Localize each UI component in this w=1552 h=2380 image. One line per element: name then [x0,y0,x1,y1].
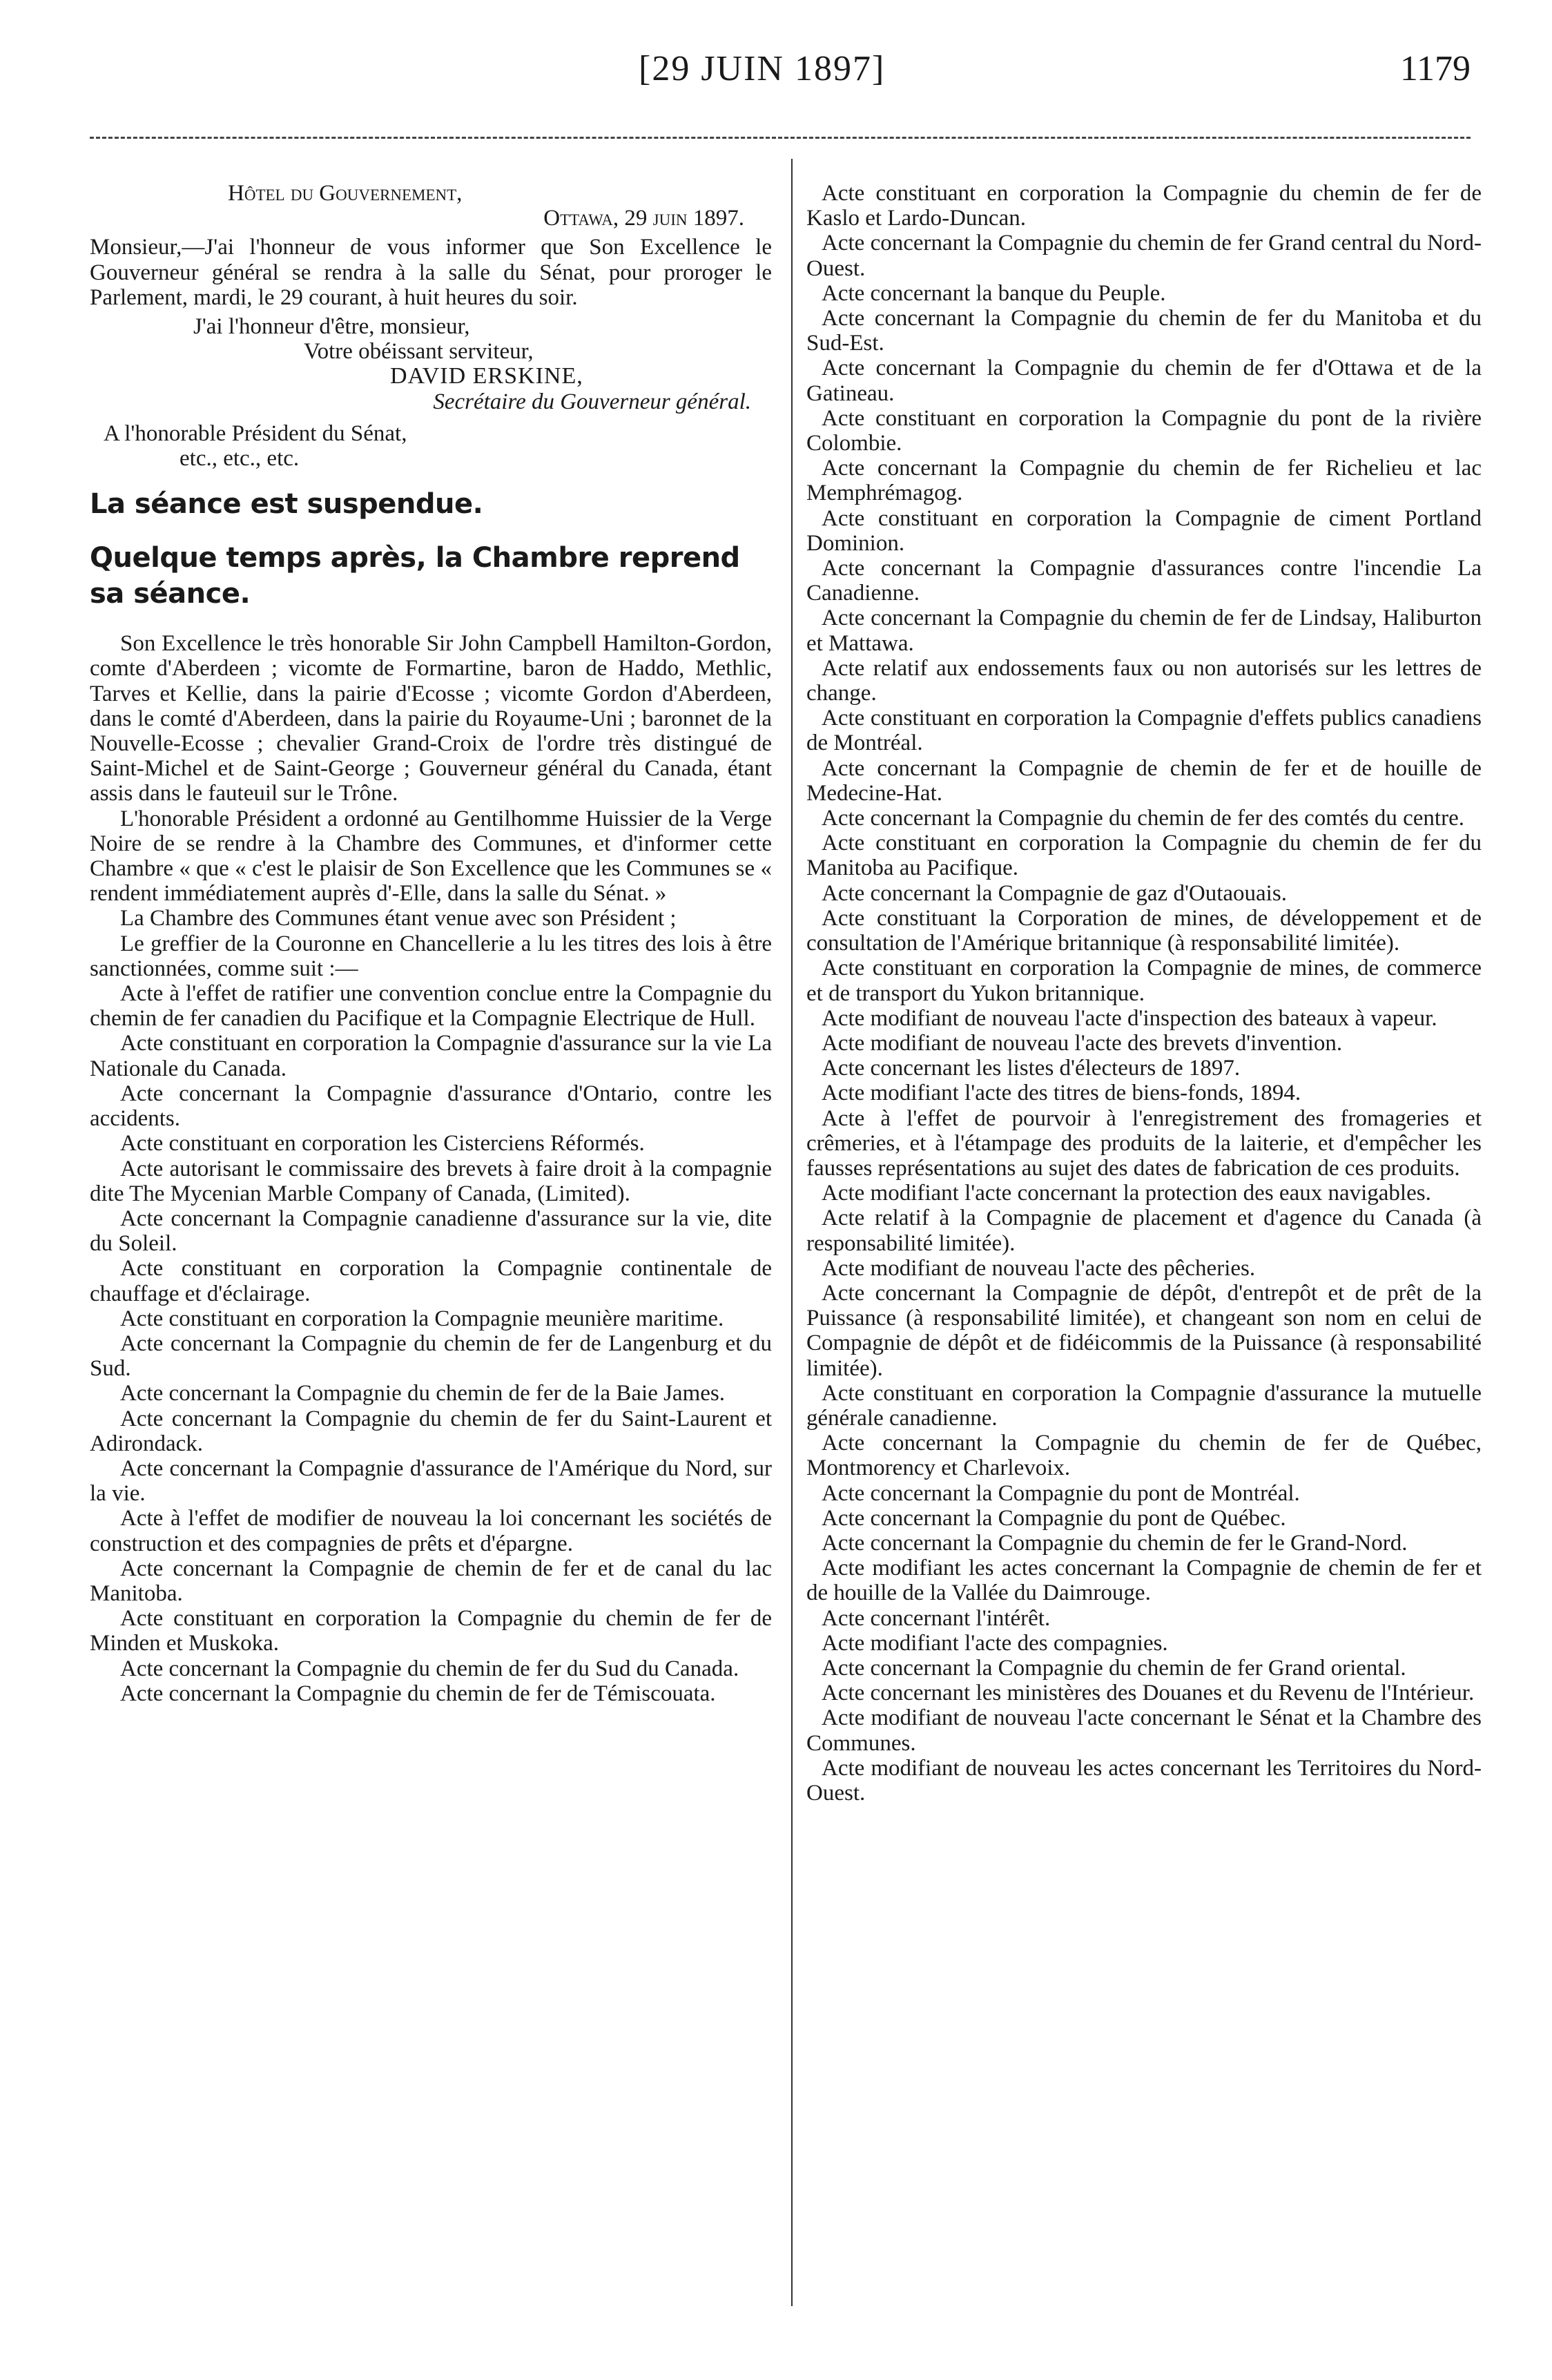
left-paragraphs [90,631,772,1706]
act-paragraph: Acte concernant la Compagnie de chemin de fer et de houille de Medecine-Hat. [806,755,1482,806]
act-paragraph: Acte modifiant l'acte des titres de biens-fonds, 1894. [822,1081,1301,1106]
page-number: 1179 [1399,49,1471,88]
act-paragraph: Acte à l'effet de ratifier une convention conclue entre la Compagnie du chemin de fer canadien du Pacifique et la Compagnie Electrique de Hull. [90,981,772,1032]
section-resumed: Quelque temps après, la Chambre reprend sa séance. [90,542,740,610]
page-header [0,48,1552,104]
act-paragraph: Acte modifiant de nouveau l'acte d'inspection des bateaux à vapeur. [822,1005,1437,1031]
letter-body: Monsieur,—J'ai l'honneur de vous informer que Son Excellence le Gouverneur général se rendra à la salle du Sénat, pour proroger le Parlement, mardi, le 29 courant, à huit heures du soir. [90,235,772,310]
act-paragraph: Acte concernant la Compagnie du chemin de fer d'Ottawa et de la Gatineau. [806,356,1482,406]
act-paragraph: Acte concernant les ministères des Douanes et du Revenu de l'Intérieur. [822,1681,1475,1706]
act-paragraph: Le greffier de la Couronne en Chancellerie a lu les titres des lois à être sanctionnées, comme suit :— [90,931,772,981]
act-paragraph: Acte modifiant l'acte concernant la protection des eaux navigables. [822,1181,1431,1206]
act-paragraph: Acte à l'effet de modifier de nouveau la loi concernant les sociétés de construction et des compagnies de prêts et d'épargne. [90,1506,772,1556]
letter-address: A l'honorable Président du Sénat, [104,420,407,446]
act-paragraph: Acte concernant la Compagnie d'assurance d'Ontario, contre les accidents. [90,1081,772,1132]
act-paragraph: Acte modifiant l'acte des compagnies. [822,1630,1168,1656]
column-divider [791,159,793,2306]
act-paragraph: Acte concernant l'intérêt. [822,1605,1051,1631]
act-paragraph: Acte constituant en corporation la Compagnie du chemin de fer de Minden et Muskoka. [90,1606,772,1656]
act-paragraph: Acte concernant la Compagnie du chemin de fer de Langenburg et du Sud. [90,1331,772,1382]
act-paragraph: Acte concernant la Compagnie du chemin de fer des comtés du centre. [822,806,1464,831]
act-paragraph: Acte concernant la Compagnie du chemin de fer du Manitoba et du Sud-Est. [806,306,1482,356]
act-paragraph: Acte concernant la Compagnie du chemin de fer Grand oriental. [822,1655,1406,1681]
letter [90,181,772,471]
act-paragraph: Acte constituant en corporation la Compagnie de mines, de commerce et de transport du Yukon britannique. [806,956,1482,1006]
act-paragraph: Acte constituant en corporation la Compagnie d'assurance la mutuelle générale canadienne. [806,1380,1482,1431]
act-paragraph: Acte constituant la Corporation de mines, de développement et de consultation de l'Amérique britannique (à responsabilité limitée). [806,905,1482,956]
act-paragraph: Acte concernant la Compagnie d'assurance de l'Amérique du Nord, sur la vie. [90,1455,772,1507]
act-paragraph: Acte concernant la Compagnie de gaz d'Outaouais. [822,880,1287,906]
act-paragraph: Acte à l'effet de pourvoir à l'enregistrement des fromageries et crêmeries, et à l'étampage des produits de la laiterie, et d'empêcher les fausses représentations au sujet des dates de fabrication de ces produits. [806,1105,1482,1181]
act-paragraph: L'honorable Président a ordonné au Gentilhomme Huissier de la Verge Noire de se rendre à la Chambre des Communes, et d'informer cette Chambre « que « c'est le plaisir de Son Excellence que les Communes se « rendent immédiatement auprès d'-Elle, dans la salle du Sénat. » [90,806,772,907]
act-paragraph: Acte concernant la Compagnie du chemin de fer de Lindsay, Haliburton et Mattawa. [806,606,1482,656]
act-paragraph: Acte concernant la Compagnie du chemin de fer de Témiscouata. [120,1681,716,1706]
act-paragraph: Acte constituant en corporation la Compagnie continentale de chauffage et d'éclairage. [90,1256,772,1306]
act-paragraph: Acte concernant la Compagnie du chemin de fer de Québec, Montmorency et Charlevoix. [806,1431,1482,1481]
act-paragraph: Acte concernant la Compagnie canadienne d'assurance sur la vie, dite du Soleil. [90,1206,772,1257]
act-paragraph: Acte concernant la Compagnie du chemin de fer Richelieu et lac Memphrémagog. [806,456,1482,506]
right-paragraphs [806,181,1482,1806]
act-paragraph: Acte modifiant de nouveau l'acte des brevets d'invention. [822,1030,1343,1056]
act-paragraph: Acte concernant la Compagnie du chemin de fer Grand central du Nord-Ouest. [806,231,1482,281]
act-paragraph: Acte relatif à la Compagnie de placement et d'agence du Canada (à responsabilité limitée). [806,1206,1482,1256]
act-paragraph: Acte constituant en corporation la Compagnie du chemin de fer de Kaslo et Lardo-Duncan. [806,181,1482,231]
letter-heading: Hôtel du Gouvernement, [228,181,463,206]
act-paragraph: Acte relatif aux endossements faux ou non autorisés sur les lettres de change. [806,655,1482,706]
act-paragraph: La Chambre des Communes étant venue avec son Président ; [120,906,677,931]
letter-address-2: etc., etc., etc. [180,446,300,472]
act-paragraph: Acte concernant la Compagnie de chemin de fer et de canal du lac Manitoba. [90,1556,772,1606]
act-paragraph: Acte concernant la Compagnie du pont de Québec. [822,1505,1286,1531]
act-paragraph: Acte constituant en corporation la Compagnie du chemin de fer du Manitoba au Pacifique. [806,831,1482,881]
letter-closing: J'ai l'honneur d'être, monsieur, [193,314,470,340]
letter-closing-2: Votre obéissant serviteur, [304,339,534,365]
header-rule [90,137,1471,139]
act-paragraph: Acte concernant la Compagnie d'assurances contre l'incendie La Canadienne. [806,556,1482,606]
act-paragraph: Acte concernant la banque du Peuple. [822,280,1166,306]
letter-place-date: Ottawa, 29 juin 1897. [543,206,744,231]
act-paragraph: Acte concernant la Compagnie du chemin de fer de la Baie James. [120,1381,725,1406]
act-paragraph: Acte concernant les listes d'électeurs de 1897. [822,1056,1241,1081]
section-suspended: La séance est suspendue. [90,488,483,521]
act-paragraph: Acte constituant en corporation la Compagnie d'assurance sur la vie La Nationale du Canada. [90,1031,772,1081]
act-paragraph: Acte modifiant les actes concernant la Compagnie de chemin de fer et de houille de la Vallée du Daimrouge. [806,1556,1482,1606]
header-date: [29 JUIN 1897] [639,49,886,88]
left-column [90,181,772,1706]
act-paragraph: Acte modifiant de nouveau l'acte concernant le Sénat et la Chambre des Communes. [806,1705,1482,1756]
act-paragraph: Acte concernant la Compagnie du pont de Montréal. [822,1480,1300,1506]
act-paragraph: Acte modifiant de nouveau l'acte des pêcheries. [822,1255,1256,1281]
act-paragraph: Acte constituant en corporation les Cisterciens Réformés. [120,1131,645,1157]
letter-signature-title: Secrétaire du Gouverneur général. [433,389,751,414]
act-paragraph: Acte constituant en corporation la Compagnie de ciment Portland Dominion. [806,505,1482,556]
act-paragraph: Acte constituant en corporation la Compagnie du pont de la rivière Colombie. [806,405,1482,456]
act-paragraph: Acte modifiant de nouveau les actes concernant les Territoires du Nord-Ouest. [806,1755,1482,1806]
act-paragraph: Son Excellence le très honorable Sir John Campbell Hamilton-Gordon, comte d'Aberdeen ; vicomte de Formartine, baron de Haddo, Methlic, Tarves et Kellie, dans la pairie d'Ecosse ; vicomte Gordon d'Aberdeen, dans le comté d'Aberdeen, dans la pairie du Royaume-Uni ; baronnet de la Nouvelle-Ecosse ; chevalier Grand-Croix de l'ordre très distingué de Saint-Michel et de Saint-George ; Gouverneur général du Canada, étant assis dans le fauteuil sur le Trône. [90,631,772,806]
act-paragraph: Acte autorisant le commissaire des brevets à faire droit à la compagnie dite The Mycenian Marble Company of Canada, (Limited). [90,1156,772,1206]
act-paragraph: Acte constituant en corporation la Compagnie meunière maritime. [120,1306,724,1331]
letter-signature: DAVID ERSKINE, [390,363,583,389]
act-paragraph: Acte concernant la Compagnie du chemin de fer le Grand-Nord. [822,1530,1408,1556]
act-paragraph: Acte concernant la Compagnie du chemin de fer du Sud du Canada. [120,1656,739,1681]
act-paragraph: Acte concernant la Compagnie de dépôt, d'entrepôt et de prêt de la Puissance (à responsabilité limitée), et changeant son nom en celui de Compagnie de dépôt et de fidéicommis de la Puissance (à responsabilité limitée). [806,1280,1482,1381]
act-paragraph: Acte constituant en corporation la Compagnie d'effets publics canadiens de Montréal. [806,706,1482,756]
act-paragraph: Acte concernant la Compagnie du chemin de fer du Saint-Laurent et Adirondack. [90,1406,772,1456]
right-column [806,181,1482,1806]
